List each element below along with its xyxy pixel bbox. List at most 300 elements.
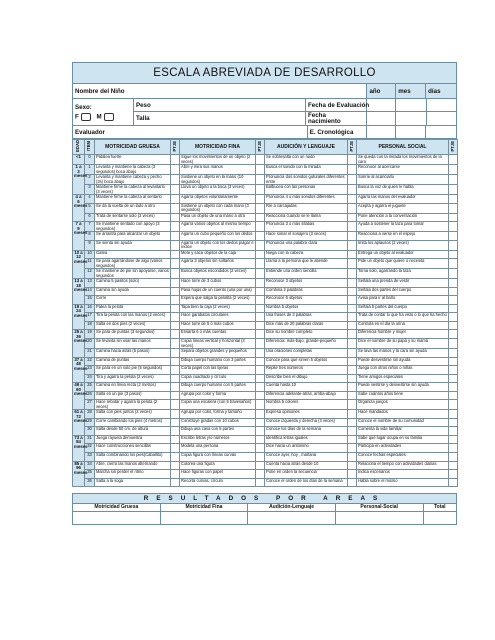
child-name-field[interactable] <box>73 84 367 98</box>
score-cell[interactable] <box>449 400 458 410</box>
gross-motor-task: Patalea fuerte <box>95 155 171 165</box>
gross-motor-task: Se sienta sin ayuda <box>95 240 171 250</box>
hearing-language-task: Repite tres números <box>265 366 348 375</box>
score-cell[interactable] <box>348 304 357 313</box>
personal-social-task: Juega con otros niños o niñas <box>357 366 449 375</box>
fine-motor-task: Lleva un objeto a la boca (3 veces) <box>180 185 256 195</box>
eval-day-field[interactable] <box>427 99 456 111</box>
score-cell[interactable] <box>449 155 458 165</box>
item-number: 35 <box>85 470 95 479</box>
score-cell[interactable] <box>171 155 180 165</box>
score-cell[interactable] <box>256 461 265 470</box>
gross-motor-task: Hace construcciones sencillas <box>95 444 171 453</box>
score-cell[interactable] <box>449 259 458 269</box>
fine-motor-task: Abre y mira sus manos <box>180 165 256 175</box>
hearing-language-task: Nombra 5 colores <box>265 400 348 410</box>
score-cell[interactable] <box>348 478 357 487</box>
score-cell[interactable] <box>171 383 180 392</box>
score-cell[interactable] <box>171 444 180 453</box>
col-item: ITEM <box>85 140 95 155</box>
hearing-language-task: Pronuncia 4 o más sonidos diferentes <box>265 195 348 204</box>
results-header: Total <box>433 504 446 511</box>
score-cell[interactable] <box>348 391 357 400</box>
item-number: 0 <box>85 155 95 165</box>
score-cell[interactable] <box>348 222 357 232</box>
score-cell[interactable] <box>171 478 180 487</box>
eval-year-field[interactable] <box>367 99 396 111</box>
score-cell[interactable] <box>256 427 265 436</box>
score-cell[interactable] <box>171 240 180 250</box>
score-cell[interactable] <box>256 391 265 400</box>
score-cell[interactable] <box>449 418 458 427</box>
score-cell[interactable] <box>171 410 180 419</box>
score-cell[interactable] <box>256 175 265 185</box>
score-cell[interactable] <box>348 366 357 375</box>
personal-social-task: Sonríe al acariciarlo <box>357 175 449 185</box>
personal-social-task: Reconoce al acercarse <box>357 165 449 175</box>
personal-social-task: Reacciona a verse en el espejo <box>357 232 449 241</box>
item-number: 1 <box>85 165 95 175</box>
score-cell[interactable] <box>449 240 458 250</box>
score-cell[interactable] <box>348 470 357 479</box>
score-cell[interactable] <box>348 444 357 453</box>
results-title: RESULTADOS POR AREAS <box>73 494 456 504</box>
gross-motor-task: Se mantiene de pie sin apoyarse, varios segundos <box>96 268 169 278</box>
fine-motor-task: Sostiene un objeto en la mano (10 segundos) <box>180 175 256 185</box>
item-number: 10 <box>85 250 95 259</box>
fine-motor-task: Agarra un objeto con los dedos pulgar e índice <box>181 239 254 250</box>
score-cell[interactable] <box>171 203 180 213</box>
gross-motor-task: Tira y agarra la pelota (2 veces) <box>95 374 171 383</box>
score-cell[interactable] <box>449 296 458 305</box>
item-number: 26 <box>85 391 95 400</box>
score-cell[interactable] <box>256 279 265 288</box>
score-cell[interactable] <box>256 453 265 462</box>
hearing-language-task: Conoce los días de la semana <box>265 427 348 436</box>
score-cell[interactable] <box>348 287 357 296</box>
score-cell[interactable] <box>256 339 265 349</box>
fine-motor-task: Sostiene un objeto con cada mano (3 segundos) <box>180 203 256 213</box>
results-value-cell[interactable] <box>161 512 249 524</box>
personal-social-task: Avisa para ir al baño <box>357 296 449 305</box>
score-cell[interactable] <box>256 383 265 392</box>
score-cell[interactable] <box>171 366 180 375</box>
item-number: 6 <box>85 213 95 222</box>
score-cell[interactable] <box>449 313 458 322</box>
birth-date-label: Fecha nacimiento <box>308 111 341 125</box>
birth-day-field[interactable] <box>427 112 456 125</box>
hearing-language-task: Combina 2 palabras <box>265 287 348 296</box>
score-cell[interactable] <box>449 269 458 279</box>
results-header: Motricidad Gruesa <box>73 504 161 511</box>
score-cell[interactable] <box>256 203 265 213</box>
child-name-label: Nombre del Niño <box>75 87 125 95</box>
score-cell[interactable] <box>171 250 180 259</box>
score-cell[interactable] <box>256 240 265 250</box>
score-cell[interactable] <box>256 250 265 259</box>
score-cell[interactable] <box>449 391 458 400</box>
score-cell[interactable] <box>348 435 357 444</box>
personal-social-task: Conoce el nombre de su comunidad <box>357 418 449 427</box>
personal-social-task: Ayuda a sostener la taza para tomar <box>357 222 449 232</box>
score-cell[interactable] <box>348 232 357 241</box>
score-cell[interactable] <box>256 313 265 322</box>
score-cell[interactable] <box>348 195 357 204</box>
score-cell[interactable] <box>171 374 180 383</box>
gross-motor-task: Corre <box>95 296 171 305</box>
item-number: 33 <box>85 453 95 462</box>
gross-motor-task: Camina hacia atrás (5 pasos) <box>95 349 171 358</box>
score-cell[interactable] <box>348 418 357 427</box>
hearing-language-task: Conoce el orden de los días de la semana <box>265 478 348 487</box>
col-fine-motor: MOTRICIDAD FINA <box>180 140 256 155</box>
chrono-day-field[interactable] <box>426 126 456 138</box>
table-row <box>73 185 458 195</box>
item-number: 19 <box>85 330 95 339</box>
month-label: mes <box>396 84 426 98</box>
score-cell[interactable] <box>348 259 357 269</box>
score-cell[interactable] <box>348 165 357 175</box>
fine-motor-task: Busca objetos escondidos (2 veces) <box>180 269 256 279</box>
item-number: 20 <box>85 339 95 349</box>
score-cell[interactable] <box>256 195 265 204</box>
score-cell[interactable] <box>449 410 458 419</box>
score-cell[interactable] <box>171 357 180 366</box>
hearing-language-task: Se sobresalta con un ruido <box>265 155 348 165</box>
score-cell[interactable] <box>171 195 180 204</box>
score-cell[interactable] <box>348 321 357 330</box>
hearing-language-task: Cuenta hacia atrás desde 10 <box>265 461 348 470</box>
score-cell[interactable] <box>348 427 357 436</box>
item-number: 4 <box>85 195 95 204</box>
personal-social-task: Toma solo, agarrando la taza <box>357 269 449 279</box>
score-cell[interactable] <box>171 391 180 400</box>
personal-social-task: Controla en el día la orina <box>357 321 449 330</box>
fine-motor-task: Colorea una figura <box>180 461 256 470</box>
col-hearing-language: AUDICIÓN Y LENGUAJE <box>265 140 348 155</box>
score-cell[interactable] <box>348 175 357 185</box>
hearing-language-task: Cuenta hasta 10 <box>265 383 348 392</box>
table-row <box>73 203 458 213</box>
score-cell[interactable] <box>449 203 458 213</box>
score-cell[interactable] <box>449 250 458 259</box>
gross-motor-task: Mantiene firme la cabeza al sentarlo <box>95 195 171 204</box>
score-cell[interactable] <box>256 374 265 383</box>
score-cell[interactable] <box>348 279 357 288</box>
score-cell[interactable] <box>256 349 265 358</box>
score-cell[interactable] <box>171 461 180 470</box>
weight-field[interactable] <box>134 99 305 112</box>
personal-social-task: Participa en actividades <box>357 444 449 453</box>
fine-motor-task: Ensarta 6 ó más cuentas <box>180 330 256 339</box>
score-cell[interactable] <box>449 453 458 462</box>
score-cell[interactable] <box>449 185 458 195</box>
score-cell[interactable] <box>449 427 458 436</box>
score-cell[interactable] <box>256 165 265 175</box>
fine-motor-task: Hace figuras con papel <box>180 470 256 479</box>
fine-motor-task: Copia una escalera (con 5 travesaños) <box>180 400 256 410</box>
hearing-language-task: Hace sonar el sonajero (3 veces) <box>265 232 348 241</box>
score-cell[interactable] <box>449 321 458 330</box>
eval-month-field[interactable] <box>396 99 426 111</box>
score-cell[interactable] <box>171 296 180 305</box>
score-cell[interactable] <box>171 175 180 185</box>
score-cell[interactable] <box>256 330 265 339</box>
year-label: año <box>367 84 396 98</box>
score-cell[interactable] <box>256 213 265 222</box>
score-cell[interactable] <box>348 330 357 339</box>
score-cell[interactable] <box>256 304 265 313</box>
gross-motor-task: Camina de puntas <box>95 357 171 366</box>
score-cell[interactable] <box>449 165 458 175</box>
age-range: 10 a 12 meses <box>73 250 85 279</box>
score-cell[interactable] <box>171 349 180 358</box>
item-number: 2 <box>85 175 95 185</box>
birth-year-field[interactable] <box>367 112 396 125</box>
score-cell[interactable] <box>449 383 458 392</box>
personal-social-task: Relaciona el tiempo con actividades diarias <box>357 461 449 470</box>
score-cell[interactable] <box>348 339 357 349</box>
personal-social-task: Dice el nombre de su papá y su mamá <box>357 339 449 349</box>
score-cell[interactable] <box>171 453 180 462</box>
age-range: 49 a 60 meses <box>73 383 85 410</box>
score-cell[interactable] <box>171 222 180 232</box>
gross-motor-task: Levanta y mantiene la cabeza (3 segundos) boca abajo <box>95 165 171 175</box>
score-cell[interactable] <box>348 410 357 419</box>
score-cell[interactable] <box>256 400 265 410</box>
item-number: 14 <box>85 287 95 296</box>
fine-motor-task: Dibuja cuerpo humano con 5 partes <box>180 383 256 392</box>
fine-motor-task: Copia cuadrado y círculo <box>180 374 256 383</box>
table-row <box>73 478 458 487</box>
score-cell[interactable] <box>348 349 357 358</box>
score-cell[interactable] <box>171 269 180 279</box>
hearing-language-task: Pone en orden la secuencia <box>265 470 348 479</box>
score-cell[interactable] <box>256 259 265 269</box>
score-cell[interactable] <box>256 155 265 165</box>
hearing-language-task: Balbucea con las personas <box>265 185 348 195</box>
score-cell[interactable] <box>256 287 265 296</box>
personal-social-task: Conoce fechas especiales <box>357 453 449 462</box>
score-cell[interactable] <box>171 165 180 175</box>
item-number: 9 <box>85 240 95 250</box>
score-cell[interactable] <box>449 339 458 349</box>
score-cell[interactable] <box>348 269 357 279</box>
score-cell[interactable] <box>449 461 458 470</box>
item-number: 7 <box>85 222 95 232</box>
score-cell[interactable] <box>256 444 265 453</box>
personal-social-task: Diferencia hombre y mujer <box>357 330 449 339</box>
score-cell[interactable] <box>171 418 180 427</box>
score-cell[interactable] <box>256 357 265 366</box>
score-cell[interactable] <box>171 313 180 322</box>
results-value-cell[interactable] <box>336 512 424 524</box>
score-cell[interactable] <box>171 213 180 222</box>
fine-motor-task: Modela una persona <box>180 444 256 453</box>
fine-motor-task: Recorta curvas, círculo <box>180 478 256 487</box>
days-label: días <box>426 84 456 98</box>
score-cell[interactable] <box>348 155 357 165</box>
col-score-3: PTJE <box>348 140 357 155</box>
fine-motor-task: Agrupa por color, forma y tamaño <box>180 410 256 419</box>
score-cell[interactable] <box>256 321 265 330</box>
score-cell[interactable] <box>449 435 458 444</box>
fine-motor-task: Pasa hojas de un cuento (una por una) <box>180 287 256 296</box>
score-cell[interactable] <box>171 427 180 436</box>
item-number: 25 <box>85 383 95 392</box>
score-cell[interactable] <box>348 374 357 383</box>
score-cell[interactable] <box>449 195 458 204</box>
score-cell[interactable] <box>256 470 265 479</box>
age-range: 73 a 84 meses <box>73 435 85 461</box>
hearing-language-task: Describe bien el dibujo <box>265 374 348 383</box>
score-cell[interactable] <box>449 232 458 241</box>
gross-motor-task: Marcha sin perder el ritmo <box>95 470 171 479</box>
table-row <box>73 349 458 358</box>
score-cell[interactable] <box>449 349 458 358</box>
score-cell[interactable] <box>256 222 265 232</box>
score-cell[interactable] <box>449 222 458 232</box>
chrono-month-field[interactable] <box>396 126 426 138</box>
chrono-year-field[interactable] <box>367 126 396 138</box>
hearing-language-task: Conoce para qué sirven 5 objetos <box>265 357 348 366</box>
fine-motor-task: Hace garabatos circulares <box>180 313 256 322</box>
personal-social-task: Señala 5 partes del cuerpo <box>357 304 449 313</box>
score-cell[interactable] <box>171 321 180 330</box>
score-cell[interactable] <box>256 232 265 241</box>
score-cell[interactable] <box>348 185 357 195</box>
fine-motor-task: Copia líneas vertical y horizontal (3 veces) <box>180 339 256 349</box>
score-cell[interactable] <box>449 478 458 487</box>
female-checkbox[interactable] <box>81 113 91 121</box>
fine-motor-task: Dibuja cuerpo humano con 3 partes <box>180 357 256 366</box>
personal-social-task: Indica escenarios <box>357 470 449 479</box>
score-cell[interactable] <box>171 279 180 288</box>
evaluator-field[interactable] <box>73 126 308 138</box>
fine-motor-task: Sigue los movimientos de un objeto (2 veces) <box>180 155 256 165</box>
personal-social-task: Se lava las manos y la cara sin ayuda <box>357 349 449 358</box>
col-personal-social: PERSONAL SOCIAL <box>357 140 449 155</box>
table-row <box>73 155 458 165</box>
gross-motor-task: Salta en dos pies (2 veces) <box>95 321 171 330</box>
birth-month-field[interactable] <box>396 112 426 125</box>
score-cell[interactable] <box>256 269 265 279</box>
fine-motor-task: Hace torre de 5 ó más cubos <box>180 321 256 330</box>
hearing-language-task: Identifica letras iguales <box>265 435 348 444</box>
score-cell[interactable] <box>449 366 458 375</box>
score-cell[interactable] <box>171 185 180 195</box>
score-cell[interactable] <box>256 418 265 427</box>
score-cell[interactable] <box>348 313 357 322</box>
height-field[interactable] <box>134 112 305 125</box>
item-number: 3 <box>85 185 95 195</box>
gross-motor-task: Camina sin ayuda <box>95 287 171 296</box>
table-row <box>73 175 458 185</box>
gross-motor-task: Trata de sentarse solo (2 veces) <box>95 213 171 222</box>
hearing-language-task: Reacciona cuando se le llama <box>265 213 348 222</box>
personal-social-task: Puede desvestirse sin ayuda <box>357 357 449 366</box>
score-cell[interactable] <box>256 410 265 419</box>
score-cell[interactable] <box>171 330 180 339</box>
score-cell[interactable] <box>256 296 265 305</box>
score-cell[interactable] <box>348 213 357 222</box>
score-cell[interactable] <box>348 203 357 213</box>
score-cell[interactable] <box>256 185 265 195</box>
fine-motor-task: Agarra objetos voluntariamente <box>180 195 256 204</box>
score-cell[interactable] <box>171 259 180 269</box>
male-checkbox[interactable] <box>104 113 114 121</box>
score-cell[interactable] <box>171 400 180 410</box>
personal-social-task: Agarra las manos del evaluador <box>357 195 449 204</box>
results-value-cell[interactable] <box>424 512 456 524</box>
score-cell[interactable] <box>171 287 180 296</box>
score-cell[interactable] <box>348 240 357 250</box>
score-cell[interactable] <box>256 435 265 444</box>
score-cell[interactable] <box>348 296 357 305</box>
table-row <box>73 366 458 375</box>
results-value-cell[interactable] <box>73 512 161 524</box>
age-range: 25 a 36 meses <box>73 330 85 357</box>
item-number: 23 <box>85 366 95 375</box>
score-cell[interactable] <box>171 339 180 349</box>
score-cell[interactable] <box>348 461 357 470</box>
item-number: 11 <box>85 259 95 269</box>
score-cell[interactable] <box>449 279 458 288</box>
item-number: 28 <box>85 410 95 419</box>
gross-motor-task: Hace rebotar y agarra la pelota (2 veces) <box>95 400 171 410</box>
scale-sheet <box>72 62 457 525</box>
results-value-cell[interactable] <box>248 512 336 524</box>
score-cell[interactable] <box>348 400 357 410</box>
table-row <box>73 400 458 410</box>
age-range: 7 a 9 meses <box>73 222 85 251</box>
score-cell[interactable] <box>171 470 180 479</box>
score-cell[interactable] <box>449 213 458 222</box>
age-range: 1 a 3 meses <box>73 165 85 195</box>
gross-motor-task: Camina en línea recta (2 metros) <box>95 383 171 392</box>
score-cell[interactable] <box>449 330 458 339</box>
fine-motor-task: Hace torre de 3 cubos <box>180 279 256 288</box>
fine-motor-task: Espera que salga la pelotita (2 veces) <box>180 296 256 305</box>
personal-social-task: Pide un objeto que quiere o necesita <box>357 259 449 269</box>
hearing-language-task: Reconoce 6 objetos <box>265 296 348 305</box>
score-cell[interactable] <box>449 470 458 479</box>
gross-motor-task: Abre, cierra las manos alternando <box>95 461 171 470</box>
score-cell[interactable] <box>171 304 180 313</box>
gross-motor-task: Se para en un solo pie (5 segundos) <box>95 366 171 375</box>
score-cell[interactable] <box>449 357 458 366</box>
score-cell[interactable] <box>348 357 357 366</box>
score-cell[interactable] <box>171 435 180 444</box>
score-cell[interactable] <box>449 287 458 296</box>
gross-motor-task: Salta con pies juntos (2 veces) <box>95 410 171 419</box>
score-cell[interactable] <box>348 250 357 259</box>
age-range: 19 a 24 meses <box>73 304 85 330</box>
hearing-language-task: Diferencia adelante-atrás, arriba-abajo <box>265 391 348 400</box>
weight-label: Peso <box>135 101 151 109</box>
score-cell[interactable] <box>348 383 357 392</box>
score-cell[interactable] <box>171 232 180 241</box>
score-cell[interactable] <box>449 175 458 185</box>
score-cell[interactable] <box>449 444 458 453</box>
score-cell[interactable] <box>348 453 357 462</box>
table-row <box>73 165 458 175</box>
score-cell[interactable] <box>256 366 265 375</box>
score-cell[interactable] <box>256 478 265 487</box>
score-cell[interactable] <box>449 374 458 383</box>
gross-motor-task: Levanta y mantiene cabeza y pecho (3s) boca abajo <box>95 175 171 185</box>
score-cell[interactable] <box>449 304 458 313</box>
